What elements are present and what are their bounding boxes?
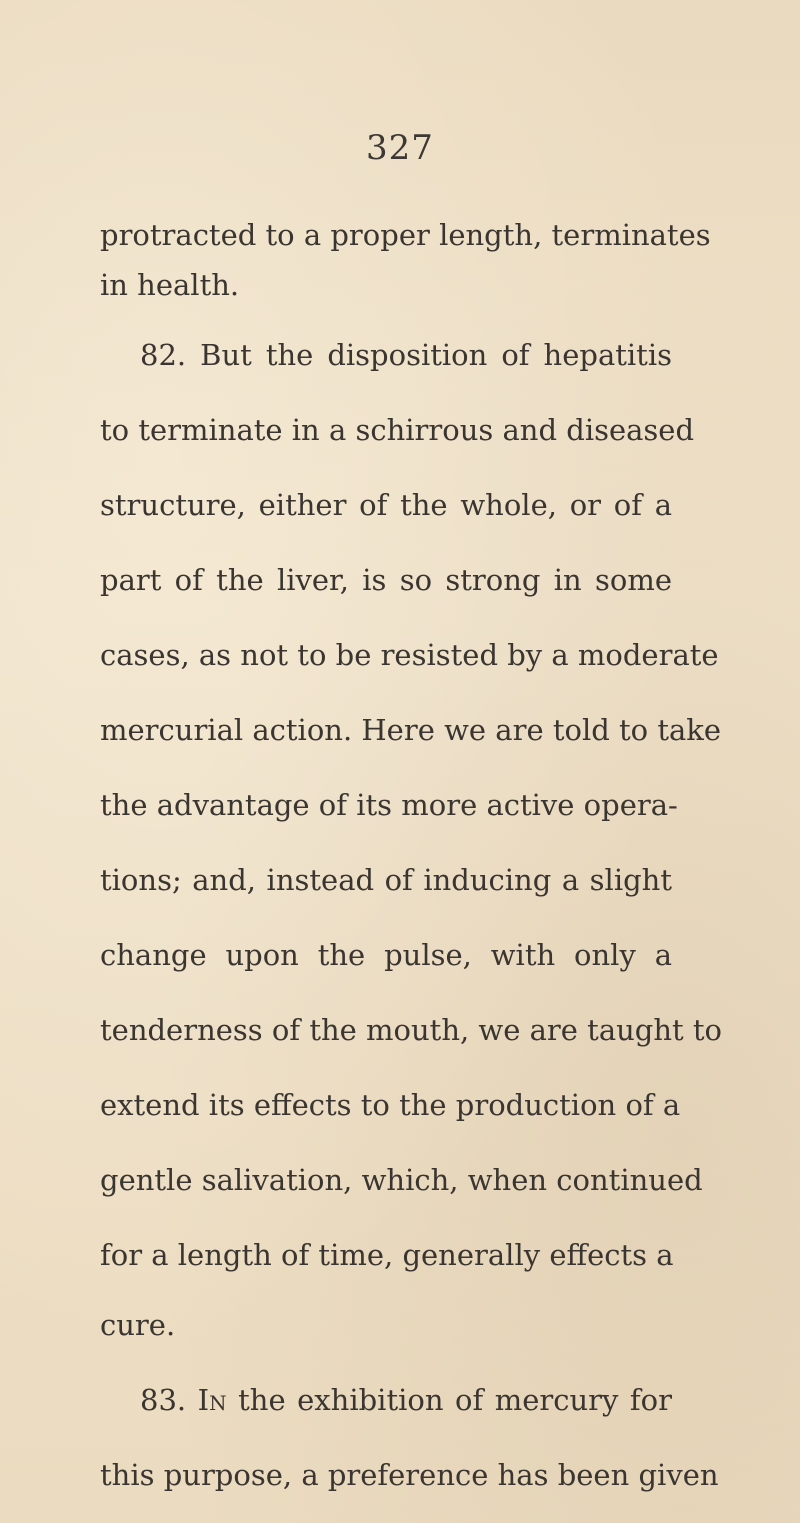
text-line: cases, as not to be resisted by a moderate <box>100 638 719 672</box>
text-line: structure, either of the whole, or of a <box>100 488 672 522</box>
text-line: gentle salivation, which, when continued <box>100 1163 703 1197</box>
text-line: extend its effects to the production of a <box>100 1088 681 1122</box>
paragraph-83-start <box>140 1380 672 1420</box>
text-line: part of the liver, is so strong in some <box>100 563 672 597</box>
text-line: protracted to a proper length, terminates <box>100 218 711 252</box>
line-remainder: the exhibition of mercury for <box>238 1383 672 1417</box>
text-line: mercurial action. Here we are told to take <box>100 713 722 747</box>
text-line: this purpose, a preference has been given <box>100 1458 719 1492</box>
text-line: to terminate in a schirrous and diseased <box>100 413 695 447</box>
paragraph-82-start: 82. But the disposition of hepatitis <box>140 338 672 372</box>
text-line: change upon the pulse, with only a <box>100 938 672 972</box>
text-line: the advantage of its more active opera- <box>100 788 678 822</box>
page-number: 327 <box>366 128 434 168</box>
text-line: tenderness of the mouth, we are taught to <box>100 1013 723 1047</box>
paragraph-number: 83. <box>140 1383 187 1417</box>
text-line: cure. <box>100 1308 176 1342</box>
text-line: in health. <box>100 268 240 302</box>
small-caps-word: In <box>197 1383 227 1417</box>
text-line: for a length of time, generally effects a <box>100 1238 674 1272</box>
text-line: tions; and, instead of inducing a slight <box>100 863 672 897</box>
